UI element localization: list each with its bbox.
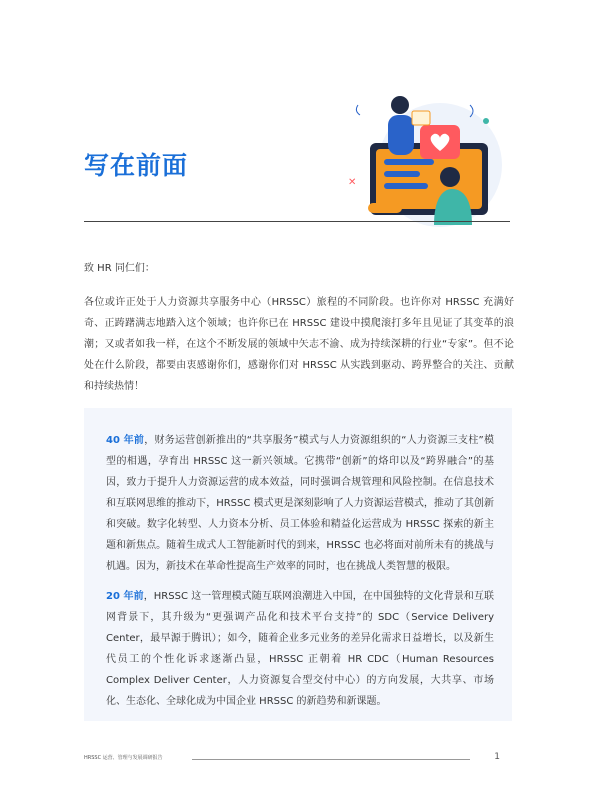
history-highlight: 40 年前 [106,435,145,446]
history-paragraph-40-years [106,430,494,577]
intro-paragraph: 各位或许正处于人力资源共享服务中心（HRSSC）旅程的不同阶段。也许你对 HRSSC 充满好奇、正踌躇满志地踏入这个领域；也许你已在 HRSSC 建设中摸爬滚打多年且见证了其变革的浪潮；又或者如我一样，在这个不断发展的领域中矢志不渝、成为持续深耕的行业“专家”。但不论处在什么阶段，都要由衷感谢你们，感谢你们对 HRSSC 从实践到驱动、跨界整合的关注、贡献和持续热情！ [84,297,514,392]
history-box [84,408,512,721]
page-title: 写在前面 [84,151,189,180]
team-illustration [330,85,520,230]
greeting: 致 HR 同仁们： [84,263,155,274]
footer-divider [192,759,470,760]
title-divider [84,221,510,222]
page-footer [84,752,510,766]
footer-report-title: HRSSC 运营、管理与发展调研报告 [84,755,163,761]
history-highlight: 20 年前 [106,591,144,602]
history-text: ，财务运营创新推出的“共享服务”模式与人力资源组织的“人力资源三支柱”模型的相遇，孕育出 HRSSC 这一新兴领域。它携带“创新”的烙印以及“跨界融合”的基因，致力于提升人力资源运营的成本效益，同时强调合规管理和风险控制。在信息技术和互联网思维的推动下，HRSSC 模式更是深刻影响了人力资源运营模式，推动了其创新和突破。数字化转型、人力资本分析、员工体验和精益化运营成为 HRSSC 探索的新主题和新焦点。随着生成式人工智能新时代的到来，HRSSC 也必将面对前所未有的挑战与机遇。因为，新技术在革命性提高生产效率的同时，也在挑战人类智慧的极限。 [106,435,494,572]
history-text: ，HRSSC 这一管理模式随互联网浪潮进入中国，在中国独特的文化背景和互联网背景下，其升级为“更强调产品化和技术平台支持”的 SDC（Service Delivery Center，最早源于腾讯）；如今，随着企业多元业务的差异化需求日益增长，以及新生代员工的个性化诉求逐渐凸显，HRSSC 正朝着 HR CDC（Human Resources Complex Deliver Center，人力资源复合型交付中心）的方向发展，大共享、市场化、生态化、全球化成为中国企业 HRSSC 的新趋势和新课题。 [106,591,494,707]
history-paragraph-20-years [106,586,494,712]
svg-text:✕: ✕ [348,177,357,188]
page-number: 1 [494,752,500,762]
